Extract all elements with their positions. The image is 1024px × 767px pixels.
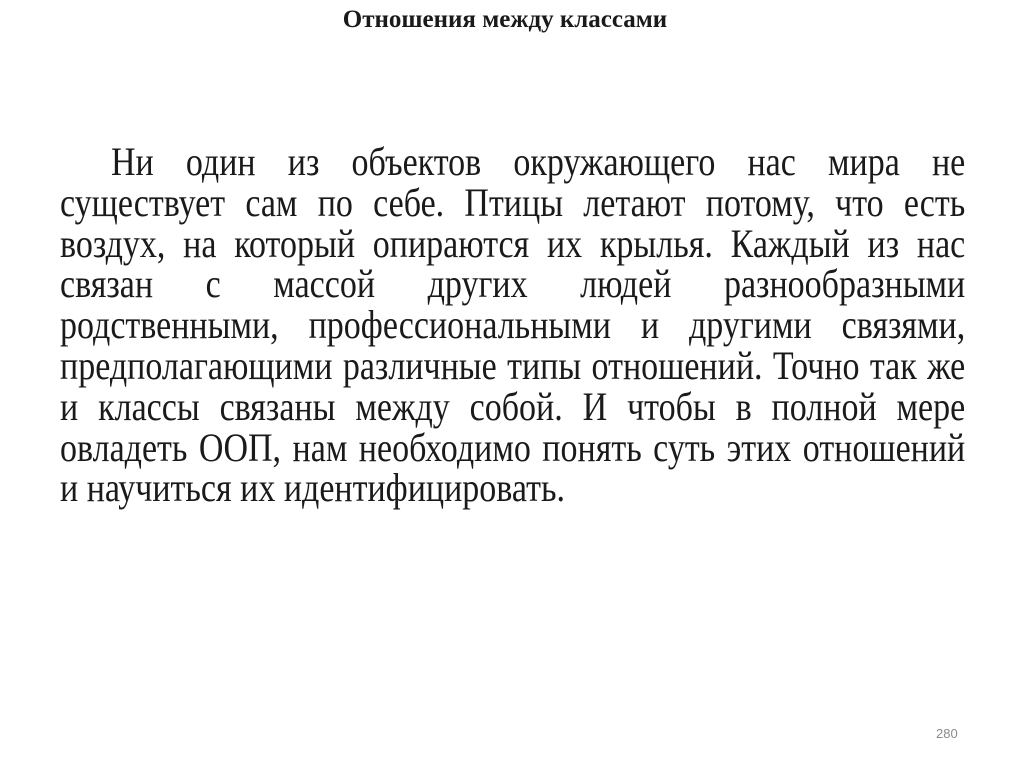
body-paragraph [60,139,1024,511]
page-number: 280 [936,726,958,741]
paragraph-line: и научиться их идентифицировать. [60,465,565,511]
paragraph-line: существует сам по себе. Птицы летают потому, что есть [60,179,966,225]
paragraph-line: связан с массой других людей разнообразными [60,261,966,307]
paragraph-line: воздух, на который опираются их крылья. Каждый из нас [60,220,966,266]
paragraph-line: Ни один из объектов окружающего нас мира не [111,139,966,184]
slide-title: Отношения между классами [342,6,668,33]
paragraph-line: родственными, профессиональными и другими связями, [60,302,966,348]
paragraph-line: и классы связаны между собой. И чтобы в полной мере [60,383,966,429]
paragraph-line: предполагающими различные типы отношений. Точно так же [60,342,966,388]
paragraph-line: овладеть ООП, нам необходимо понять суть этих отношений [60,424,966,470]
